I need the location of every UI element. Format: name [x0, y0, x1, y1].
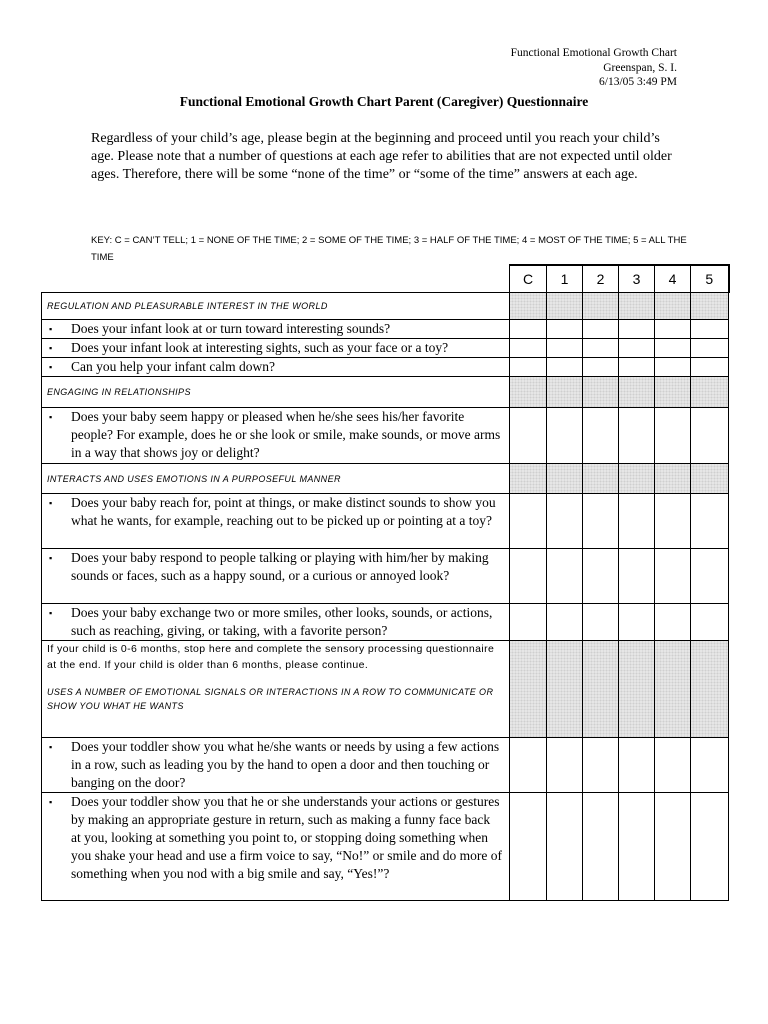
answer-cell-c[interactable]: [510, 320, 547, 339]
shaded-cell: [583, 641, 619, 738]
answer-cell-5[interactable]: [691, 494, 729, 549]
answer-cell-1[interactable]: [547, 793, 583, 901]
page-header: [511, 46, 677, 90]
question-label: Does your baby respond to people talking or playing with him/her by making sounds or faces, such as a happy sound, or a curious or annoyed look?: [71, 550, 489, 583]
shaded-cell: [691, 641, 729, 738]
answer-cell-4[interactable]: [655, 358, 691, 377]
answer-cell-5[interactable]: [691, 408, 729, 464]
answer-cell-3[interactable]: [619, 408, 655, 464]
section-row: [42, 293, 729, 320]
answer-cell-4[interactable]: [655, 494, 691, 549]
answer-cell-4[interactable]: [655, 604, 691, 641]
answer-cell-2[interactable]: [583, 604, 619, 641]
answer-cell-3[interactable]: [619, 320, 655, 339]
col-header-c: C: [510, 265, 547, 293]
bullet-icon: ▪: [49, 498, 53, 508]
bullet-icon: ▪: [49, 412, 53, 422]
section-heading: INTERACTS AND USES EMOTIONS IN A PURPOSEFUL MANNER: [42, 464, 510, 494]
rating-header-row: [42, 265, 729, 293]
shaded-cell: [510, 293, 547, 320]
question-label: Does your baby seem happy or pleased when he/she sees his/her favorite people? For example, does he or she look or smile, make sounds, or move arms in a way that shows joy or delight?: [71, 409, 501, 460]
question-label: Does your baby reach for, point at things, or make distinct sounds to show you what he wants, for example, reaching out to be picked up or pointing at a toy?: [71, 495, 496, 528]
answer-cell-4[interactable]: [655, 793, 691, 901]
section-row: [42, 641, 729, 738]
question-row: [42, 408, 729, 464]
shaded-cell: [619, 641, 655, 738]
answer-cell-c[interactable]: [510, 738, 547, 793]
answer-cell-5[interactable]: [691, 549, 729, 604]
shaded-cell: [583, 464, 619, 494]
answer-cell-3[interactable]: [619, 549, 655, 604]
col-header-2: 2: [583, 265, 619, 293]
bullet-icon: ▪: [49, 553, 53, 563]
answer-cell-4[interactable]: [655, 738, 691, 793]
shaded-cell: [510, 641, 547, 738]
shaded-cell: [655, 293, 691, 320]
answer-cell-c[interactable]: [510, 358, 547, 377]
section-row: [42, 377, 729, 408]
header-chart-name: Functional Emotional Growth Chart: [510, 47, 677, 59]
header-timestamp: 6/13/05 3:49 PM: [599, 76, 677, 88]
question-text: [42, 738, 510, 793]
document-title: Functional Emotional Growth Chart Parent (Caregiver) Questionnaire: [179, 94, 589, 109]
answer-cell-3[interactable]: [619, 358, 655, 377]
answer-cell-2[interactable]: [583, 549, 619, 604]
question-label: Does your toddler show you that he or she understands your actions or gestures by making an appropriate gesture in return, such as making a funny face back at you, looking at something you point to, or stopping doing something when you shake your head and use a firm voice to say, “No!” or smile and do more of something when you nod with a big smile and say, “Yes!”?: [71, 794, 502, 881]
answer-cell-3[interactable]: [619, 494, 655, 549]
question-label: Does your baby exchange two or more smiles, other looks, sounds, or actions, such as reaching, giving, or taking, with a favorite person?: [71, 605, 493, 638]
section-row: [42, 464, 729, 494]
answer-cell-3[interactable]: [619, 793, 655, 901]
answer-cell-1[interactable]: [547, 738, 583, 793]
answer-cell-2[interactable]: [583, 494, 619, 549]
answer-cell-c[interactable]: [510, 793, 547, 901]
stop-instruction: If your child is 0-6 months, stop here and complete the sensory processing questionnaire at the end. If your child is older than 6 months, please continue.: [47, 643, 495, 671]
answer-cell-1[interactable]: [547, 358, 583, 377]
question-label: Does your toddler show you what he/she wants or needs by using a few actions in a row, such as leading you by the hand to open a door and then touching or banging on the door?: [71, 739, 500, 790]
shaded-cell: [655, 464, 691, 494]
shaded-cell: [510, 377, 547, 408]
answer-cell-2[interactable]: [583, 738, 619, 793]
bullet-icon: ▪: [49, 797, 53, 807]
answer-cell-4[interactable]: [655, 339, 691, 358]
answer-cell-1[interactable]: [547, 604, 583, 641]
shaded-cell: [547, 377, 583, 408]
question-text: [42, 549, 510, 604]
shaded-cell: [655, 377, 691, 408]
answer-cell-3[interactable]: [619, 738, 655, 793]
answer-cell-5[interactable]: [691, 738, 729, 793]
answer-cell-4[interactable]: [655, 549, 691, 604]
question-row: [42, 549, 729, 604]
answer-cell-3[interactable]: [619, 339, 655, 358]
answer-cell-c[interactable]: [510, 604, 547, 641]
answer-cell-2[interactable]: [583, 339, 619, 358]
section-heading: USES A NUMBER OF EMOTIONAL SIGNALS OR INTERACTIONS IN A ROW TO COMMUNICATE OR SHOW YOU WHAT HE WANTS: [47, 687, 494, 711]
question-label: Does your infant look at or turn toward interesting sounds?: [71, 321, 391, 336]
answer-cell-c[interactable]: [510, 339, 547, 358]
header-blank-cell: [42, 265, 510, 293]
section-heading: REGULATION AND PLEASURABLE INTEREST IN THE WORLD: [42, 293, 510, 320]
section-heading: ENGAGING IN RELATIONSHIPS: [42, 377, 510, 408]
answer-cell-1[interactable]: [547, 549, 583, 604]
question-row: [42, 320, 729, 339]
answer-cell-5[interactable]: [691, 339, 729, 358]
question-row: [42, 358, 729, 377]
question-text: [42, 320, 510, 339]
answer-cell-5[interactable]: [691, 604, 729, 641]
answer-cell-4[interactable]: [655, 408, 691, 464]
answer-cell-2[interactable]: [583, 358, 619, 377]
shaded-cell: [547, 293, 583, 320]
shaded-cell: [583, 377, 619, 408]
section-note: [42, 641, 510, 738]
question-row: [42, 793, 729, 901]
answer-cell-c[interactable]: [510, 494, 547, 549]
question-text: [42, 494, 510, 549]
bullet-icon: ▪: [49, 742, 53, 752]
question-text: [42, 339, 510, 358]
answer-cell-5[interactable]: [691, 358, 729, 377]
shaded-cell: [655, 641, 691, 738]
answer-cell-5[interactable]: [691, 320, 729, 339]
question-label: Does your infant look at interesting sights, such as your face or a toy?: [71, 340, 449, 355]
answer-cell-1[interactable]: [547, 339, 583, 358]
answer-cell-c[interactable]: [510, 408, 547, 464]
shaded-cell: [691, 293, 729, 320]
question-text: [42, 358, 510, 377]
answer-cell-1[interactable]: [547, 408, 583, 464]
answer-cell-c[interactable]: [510, 549, 547, 604]
answer-cell-4[interactable]: [655, 320, 691, 339]
answer-cell-3[interactable]: [619, 604, 655, 641]
bullet-icon: ▪: [49, 324, 53, 334]
col-header-3: 3: [619, 265, 655, 293]
shaded-cell: [619, 464, 655, 494]
answer-cell-1[interactable]: [547, 494, 583, 549]
col-header-1: 1: [547, 265, 583, 293]
col-header-4: 4: [655, 265, 691, 293]
shaded-cell: [691, 464, 729, 494]
shaded-cell: [510, 464, 547, 494]
question-label: Can you help your infant calm down?: [71, 359, 275, 374]
bullet-icon: ▪: [49, 362, 53, 372]
rating-key: KEY: C = CAN’T TELL; 1 = NONE OF THE TIME; 2 = SOME OF THE TIME; 3 = HALF OF THE TIME; 4 = MOST OF THE TIME; 5 = ALL THE TIME: [91, 235, 687, 263]
shaded-cell: [619, 377, 655, 408]
question-text: [42, 793, 510, 901]
answer-cell-5[interactable]: [691, 793, 729, 901]
question-row: [42, 339, 729, 358]
shaded-cell: [547, 641, 583, 738]
answer-cell-2[interactable]: [583, 408, 619, 464]
shaded-cell: [547, 464, 583, 494]
question-text: [42, 408, 510, 464]
shaded-cell: [619, 293, 655, 320]
header-author: Greenspan, S. I.: [603, 61, 677, 74]
answer-cell-2[interactable]: [583, 793, 619, 901]
question-row: [42, 494, 729, 549]
bullet-icon: ▪: [49, 608, 53, 618]
bullet-icon: ▪: [49, 343, 53, 353]
question-text: [42, 604, 510, 641]
shaded-cell: [583, 293, 619, 320]
col-header-5: 5: [691, 265, 729, 293]
shaded-cell: [691, 377, 729, 408]
answer-cell-2[interactable]: [583, 320, 619, 339]
answer-cell-1[interactable]: [547, 320, 583, 339]
question-row: [42, 604, 729, 641]
intro-paragraph: Regardless of your child’s age, please begin at the beginning and proceed until you reach your child’s age. Please note that a number of questions at each age refer to abilities that are not expected until older ages. Therefore, there will be some “none of the time” or “some of the time” answers at each age.: [91, 131, 672, 183]
questionnaire-table: [41, 264, 730, 901]
question-row: [42, 738, 729, 793]
